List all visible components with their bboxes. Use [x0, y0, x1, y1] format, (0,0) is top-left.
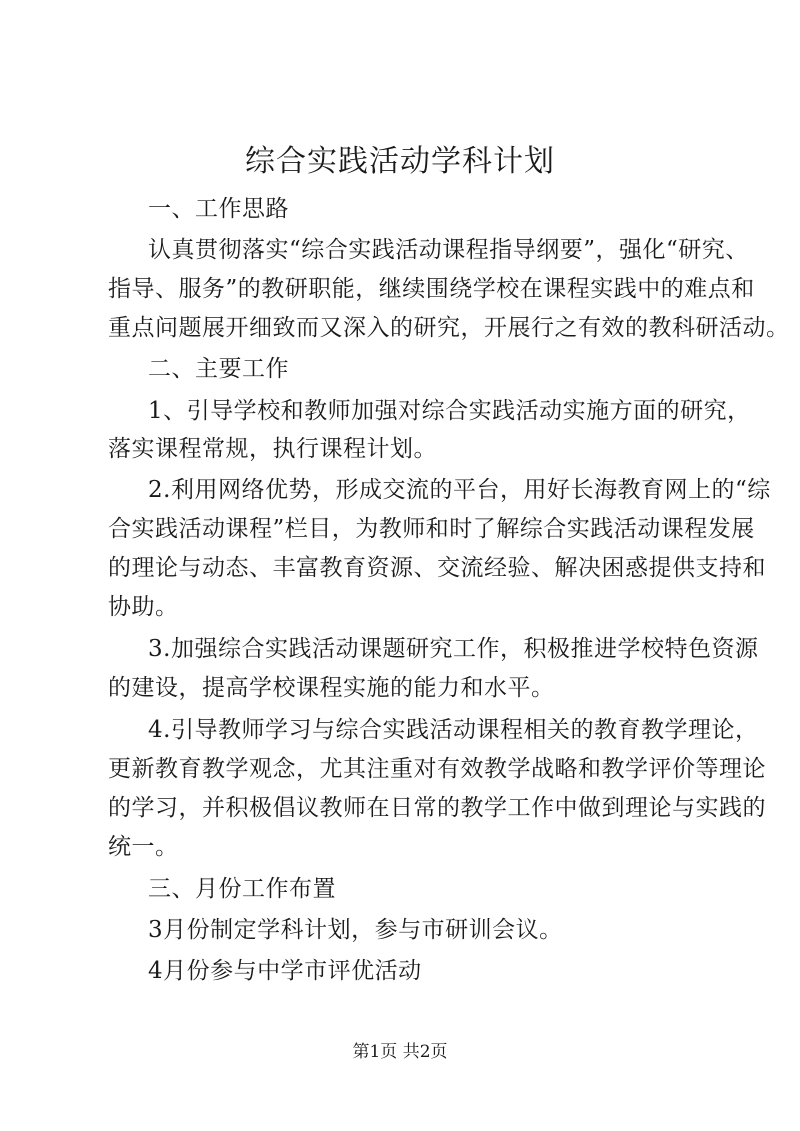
paragraph-line: 4月份参与中学市评优活动 — [148, 958, 422, 984]
section-heading-3: 三、月份工作布置 — [148, 876, 336, 902]
paragraph-line: 3.加强综合实践活动课题研究工作，积极推进学校特色资源 — [148, 636, 759, 662]
paragraph-line: 重点问题展开细致而又深入的研究，开展行之有效的教科研活动。 — [108, 315, 790, 341]
paragraph-line: 的学习，并积极倡议教师在日常的教学工作中做到理论与实践的 — [108, 795, 766, 821]
document-title: 综合实践活动学科计划 — [245, 144, 555, 179]
paragraph-line: 统一。 — [108, 834, 179, 860]
section-heading-2: 二、主要工作 — [148, 356, 289, 382]
paragraph-line: 的建设，提高学校课程实施的能力和水平。 — [108, 675, 555, 701]
paragraph-line: 2.利用网络优势，形成交流的平台，用好长海教育网上的“综 — [148, 477, 771, 503]
paragraph-line: 认真贯彻落实“综合实践活动课程指导纲要”，强化“研究、 — [148, 237, 749, 263]
paragraph-line: 协助。 — [108, 594, 179, 620]
page-footer: 第1页 共2页 — [352, 1042, 448, 1062]
paragraph-line: 合实践活动课程”栏目，为教师和时了解综合实践活动课程发展 — [108, 516, 755, 542]
paragraph-line: 4.引导教师学习与综合实践活动课程相关的教育教学理论， — [148, 717, 759, 743]
paragraph-line: 落实课程常规，执行课程计划。 — [108, 436, 437, 462]
section-heading-1: 一、工作思路 — [148, 196, 289, 222]
paragraph-line: 指导、服务”的教研职能，继续围绕学校在课程实践中的难点和 — [108, 276, 755, 302]
paragraph-line: 的理论与动态、丰富教育资源、交流经验、解决困惑提供支持和 — [108, 555, 766, 581]
paragraph-line: 3月份制定学科计划，参与市研训会议。 — [148, 917, 563, 943]
paragraph-line: 更新教育教学观念，尤其注重对有效教学战略和教学评价等理论 — [108, 756, 766, 782]
paragraph-line: 1、引导学校和教师加强对综合实践活动实施方面的研究， — [148, 398, 751, 424]
